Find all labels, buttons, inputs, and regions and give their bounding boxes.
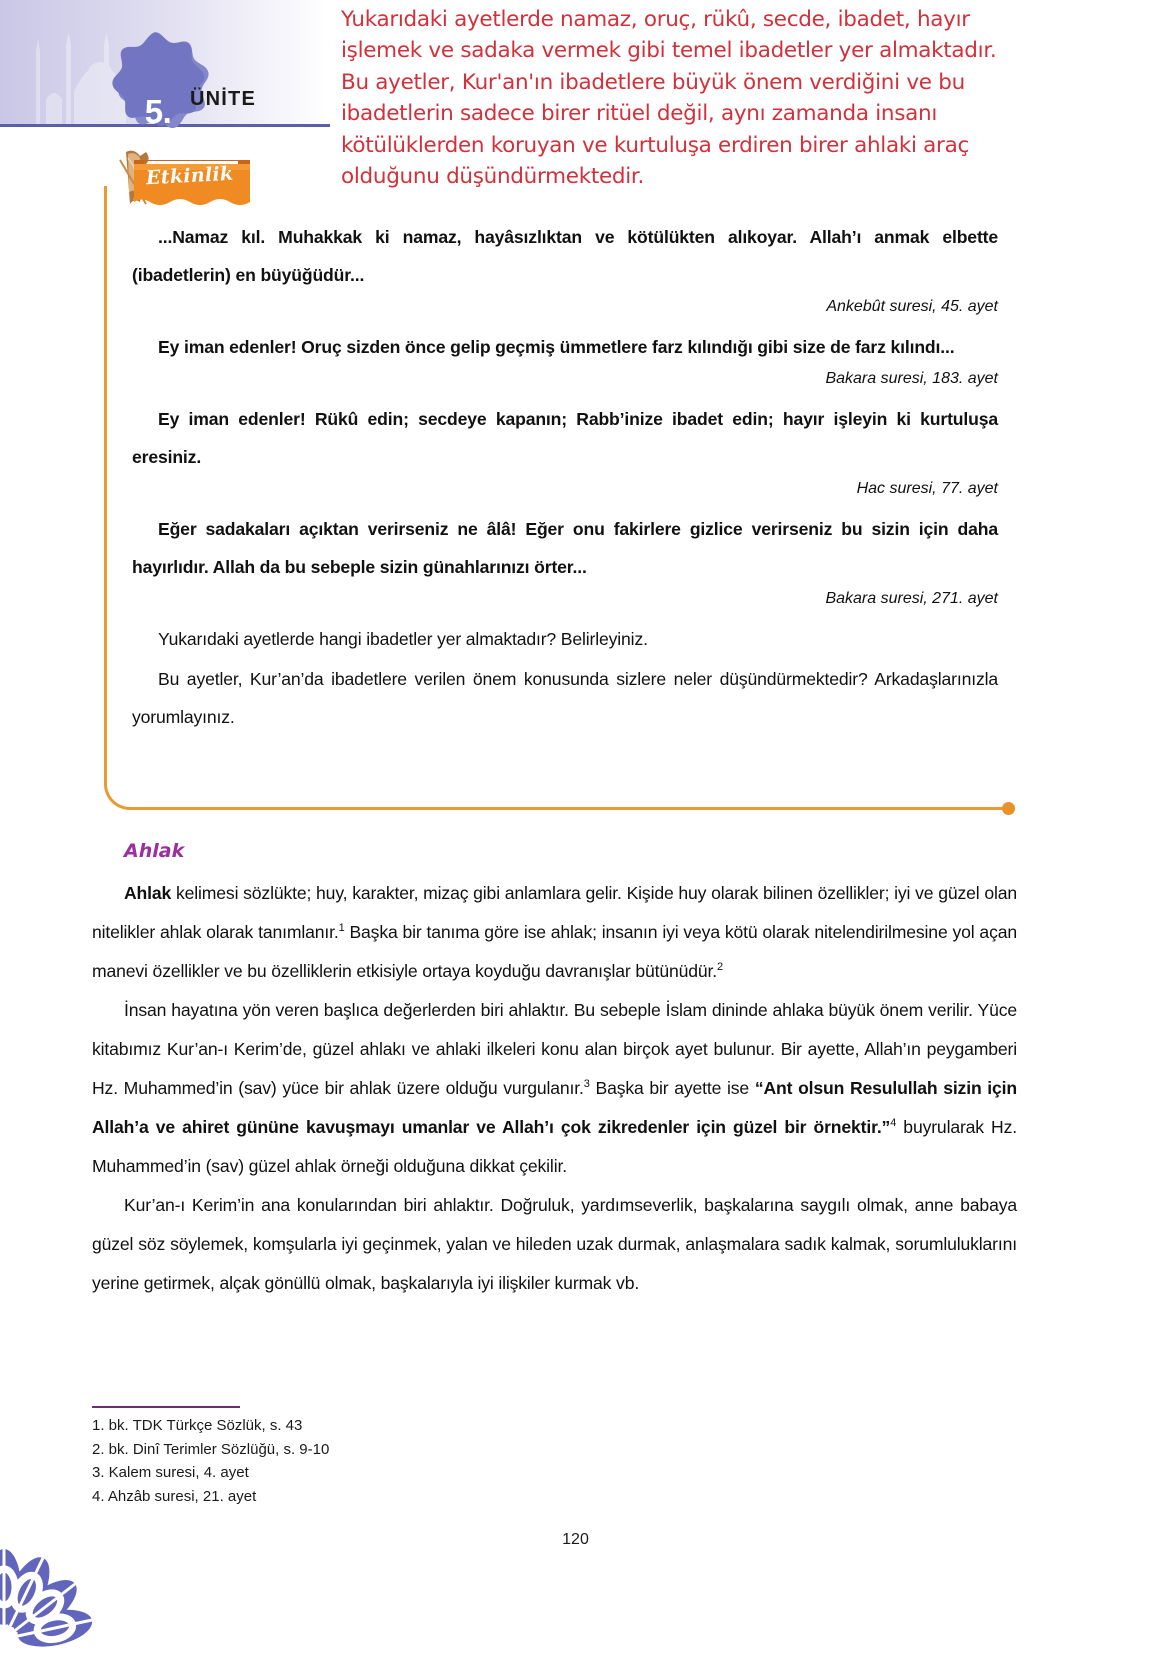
paragraph-3: Kur’an-ı Kerim’in ana konularından biri ahlaktır. Doğruluk, yardımseverlik, başkalarına saygılı olmak, anne babaya güzel söz söylemek, komşularla iyi geçinmek, yalan ve hileden uzak durmak, anlaşmalara sadık kalmak, sorumluluklarını yerine getirmek, alçak gönüllü olmak, başkalarıyla iyi ilişkiler kurmak vb. <box>92 1195 1017 1293</box>
footnote-item: 3. Kalem suresi, 4. ayet <box>92 1464 249 1481</box>
paragraph-2-b: Başka bir ayette ise <box>589 1078 755 1098</box>
footnote-list <box>92 1414 612 1508</box>
paragraph-2-c: buyrularak Hz. Muhammed’in (sav) güzel ahlak örneği olduğuna dikkat çekilir. <box>92 1117 1018 1176</box>
quoted-ayet: “Ant olsun Resulullah sizin için Allah’a ve ahiret gününe kavuşmayı umanlar ve Allah’ı çok zikredenler için güzel bir örnektir.” <box>92 1078 1017 1137</box>
paragraph-1-tail: Başka bir tanıma göre ise ahlak; insanın iyi veya kötü olarak nitelendirilmesine yol açan manevi özellikler ve bu özelliklerin etkisiyle ortaya koyduğu davranışlar bütünüdür. <box>92 922 1017 981</box>
ayet-source: Bakara suresi, 271. ayet <box>825 590 998 607</box>
section-title-ahlak: Ahlak <box>124 840 185 862</box>
footnote-item: 4. Ahzâb suresi, 21. ayet <box>92 1487 257 1505</box>
activity-content <box>132 218 998 738</box>
footnote-divider <box>92 1406 240 1408</box>
activity-question: Bu ayetler, Kur’an’da ibadetlere verilen önem konusunda sizlere neler düşündürmektedir? Arkadaşlarınızla yorumlayınız. <box>132 669 998 727</box>
paragraph-1 <box>92 874 1017 991</box>
activity-box <box>104 162 1009 810</box>
paragraph-2 <box>92 991 1017 1186</box>
unit-number: 5. <box>144 93 172 130</box>
footnote-marker-4: 4 <box>890 1117 897 1130</box>
etkinlik-label: Etkinlik <box>145 162 234 190</box>
corner-flower-decoration <box>0 1494 149 1669</box>
footnote-item: 1. bk. TDK Türkçe Sözlük, s. 43 <box>92 1417 303 1434</box>
ayet-text: ...Namaz kıl. Muhakkak ki namaz, hayâsızlıktan ve kötülükten alıkoyar. Allah’ı anmak elbette (ibadetlerin) en büyüğüdür... <box>132 227 998 285</box>
lead-term: Ahlak <box>124 883 172 903</box>
footnote-marker-3: 3 <box>583 1078 590 1091</box>
ayet-text: Ey iman edenler! Rükû edin; secdeye kapanın; Rabb’inize ibadet edin; hayır işleyin ki kurtuluşa eresiniz. <box>132 409 998 467</box>
ayet-text: Ey iman edenler! Oruç sizden önce gelip geçmiş ümmetlere farz kılındığı gibi size de farz kılındı... <box>158 337 955 357</box>
unit-label: ÜNİTE <box>190 88 256 110</box>
page-number: 120 <box>562 1531 589 1548</box>
activity-question: Yukarıdaki ayetlerde hangi ibadetler yer almaktadır? Belirleyiniz. <box>158 629 648 649</box>
activity-frame-end-dot <box>1002 802 1015 815</box>
footnote-marker-2: 2 <box>717 961 723 974</box>
paragraph-2-a: İnsan hayatına yön veren başlıca değerlerden biri ahlaktır. Bu sebeple İslam dininde ahlaka büyük önem verilir. Yüce kitabımız Kur’an-ı Kerim’de, güzel ahlakı ve ahlaki ilkeleri konu alan birçok ayet bulunur. Bir ayette, Allah’ın peygamberi Hz. Muhammed’in (sav) yüce bir ahlak üzere olduğu vurgulanır. <box>92 1000 1017 1098</box>
ayet-source: Ankebût suresi, 45. ayet <box>826 298 998 315</box>
ayet-text: Eğer sadakaları açıktan verirseniz ne âlâ! Eğer onu fakirlere gizlice verirseniz bu sizin için daha hayırlıdır. Allah da bu sebeple sizin günahlarınızı örter... <box>132 519 998 577</box>
ayet-source: Bakara suresi, 183. ayet <box>825 370 998 387</box>
footnote-marker-1: 1 <box>338 922 345 935</box>
ayet-source: Hac suresi, 77. ayet <box>856 480 998 497</box>
paragraph-1-rest: kelimesi sözlükte; huy, karakter, mizaç gibi anlamlara gelir. Kişide huy olarak bilinen özellikler; iyi ve güzel olan nitelikler ahlak olarak tanımlanır. <box>92 883 1017 942</box>
section-body <box>92 874 1017 1303</box>
footnote-item: 2. bk. Dinî Terimler Sözlüğü, s. 9-10 <box>92 1440 330 1458</box>
intro-paragraph: Yukarıdaki ayetlerde namaz, oruç, rükû, secde, ibadet, hayır işlemek ve sadaka vermek gibi temel ibadetler yer almaktadır. Bu ayetler, Kur'an'ın ibadetlere büyük önem verdiğini ve bu ibadetlerin sadece birer ritüel değil, aynı zamanda insanı kötülüklerden koruyan ve kurtuluşa erdiren birer ahlaki araç olduğunu düşündürmektedir. <box>341 7 997 190</box>
